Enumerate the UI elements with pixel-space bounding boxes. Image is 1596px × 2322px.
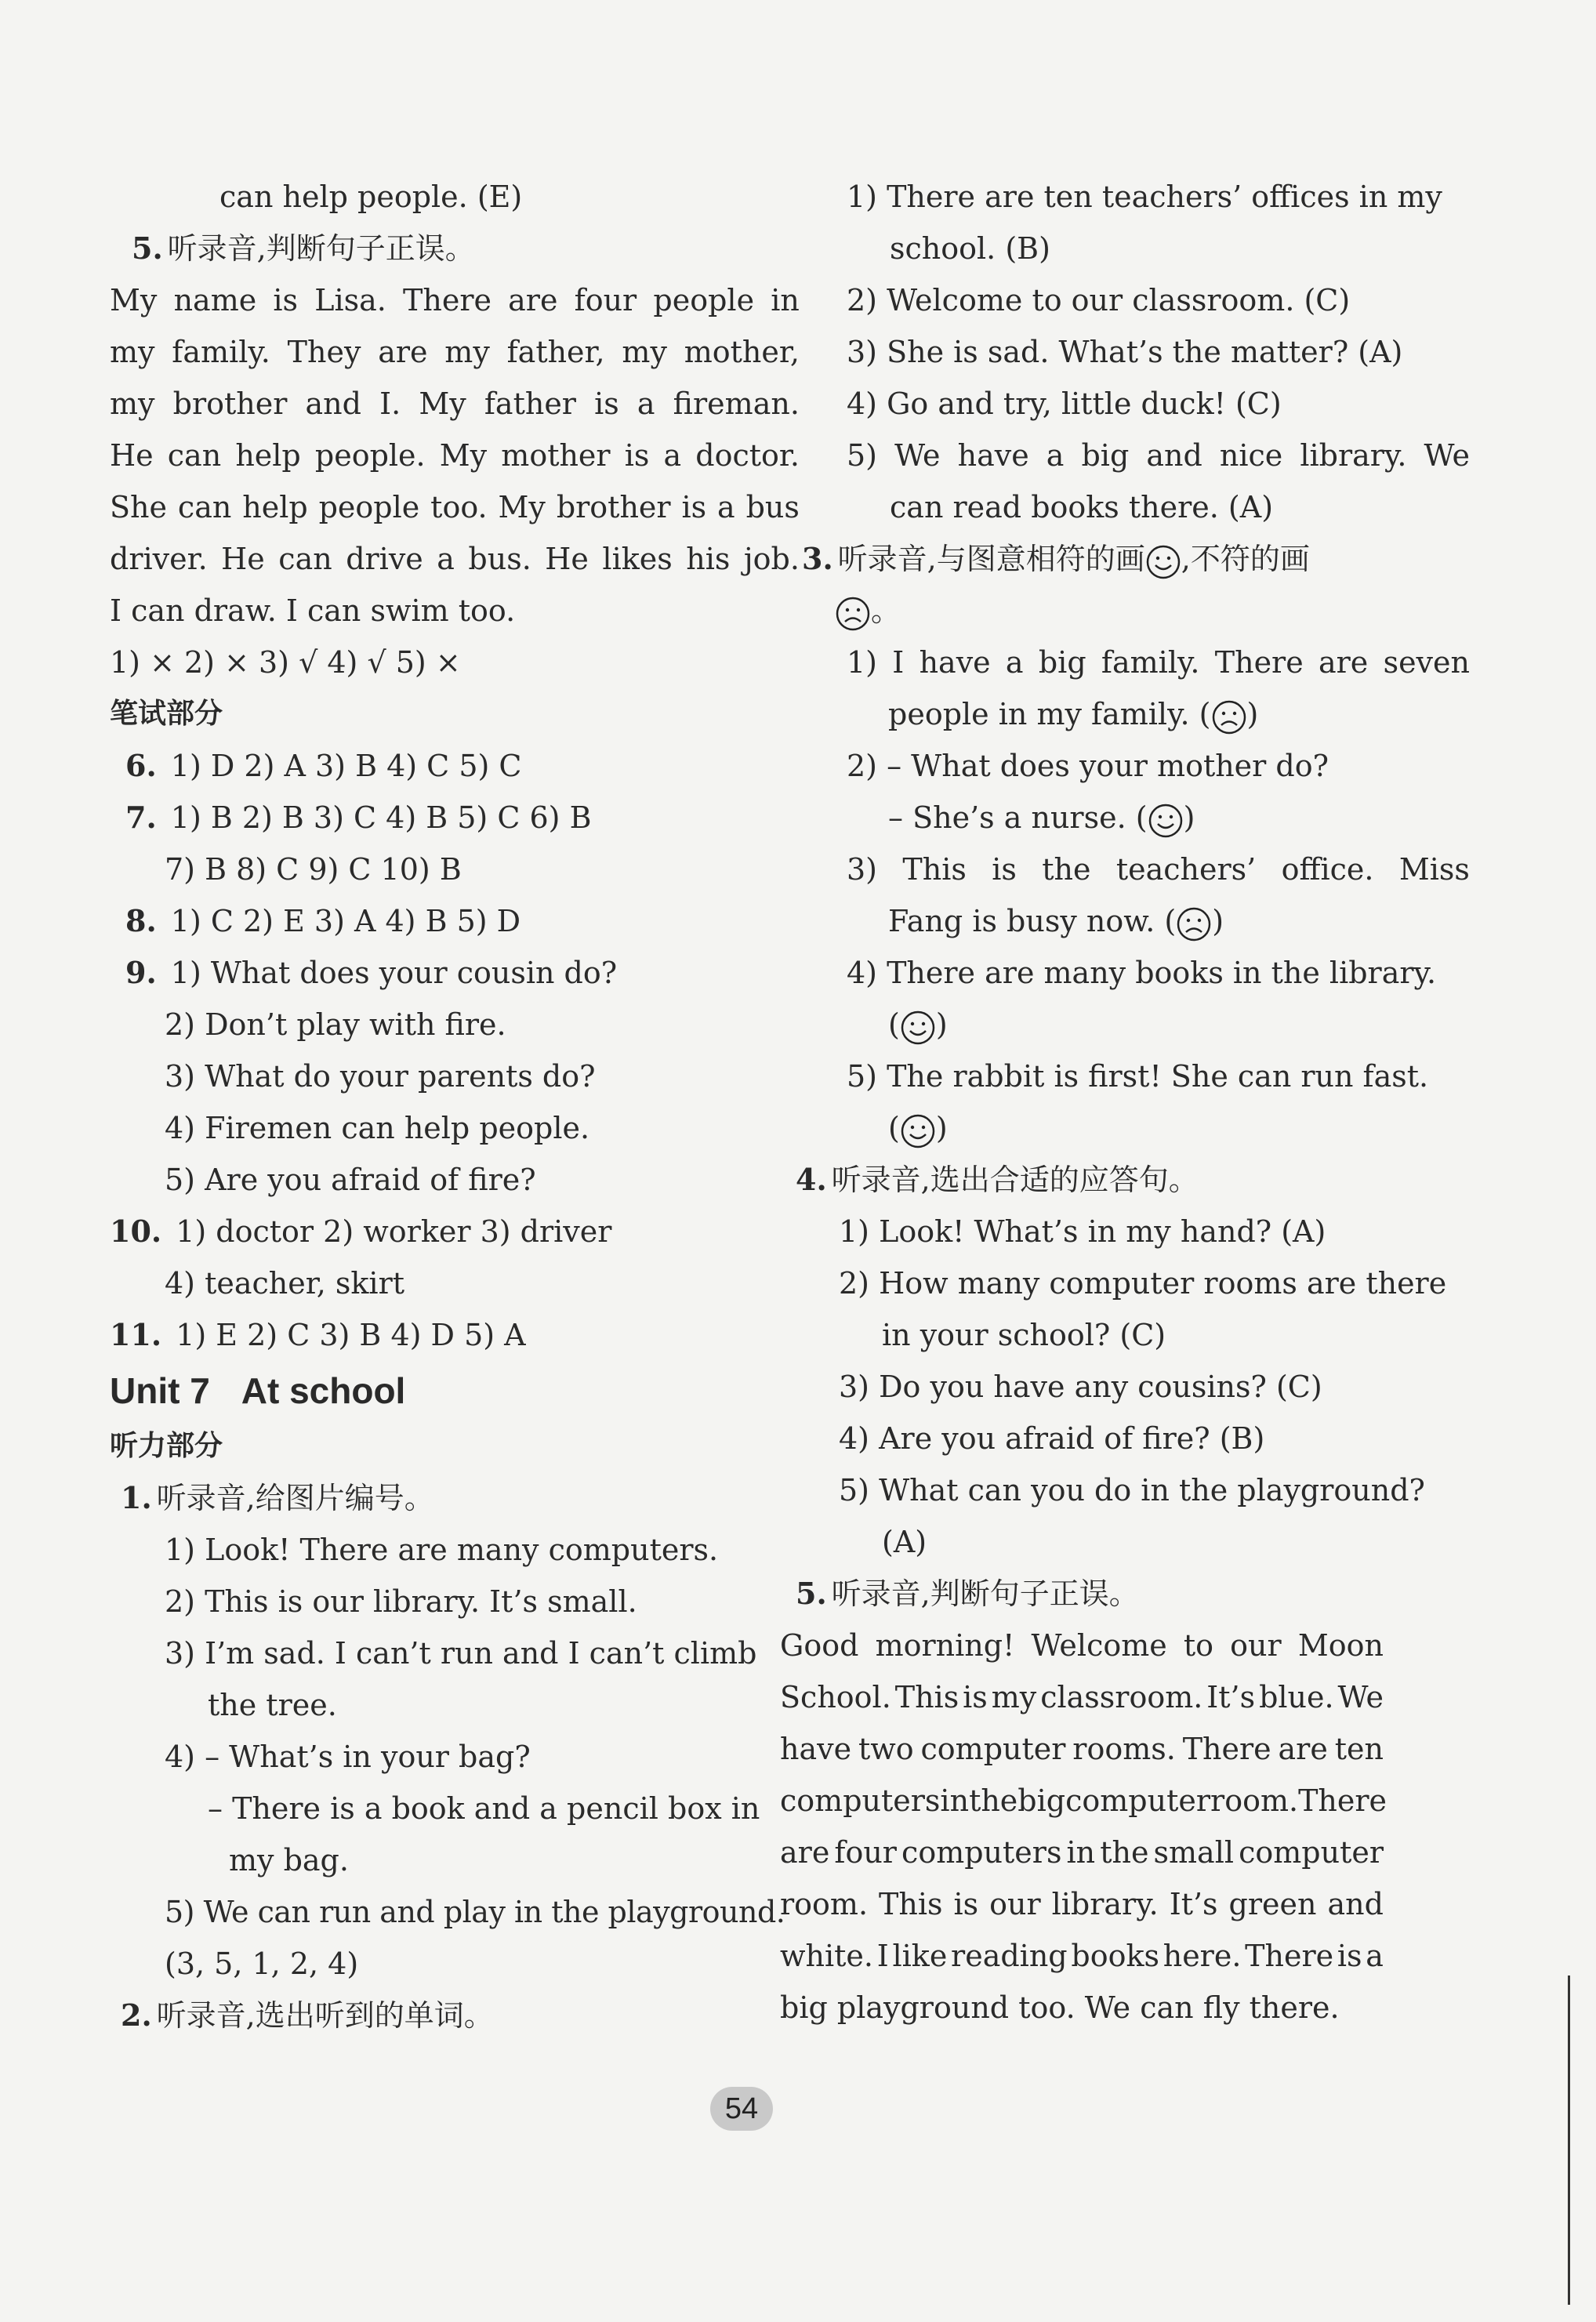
- question-8: 8. 1) C 2) E 3) A 4) B 5) D: [125, 903, 521, 938]
- answer-line: 4) Firemen can help people.: [165, 1111, 590, 1145]
- answer-line: 2) How many computer rooms are there: [839, 1266, 1447, 1301]
- word: are: [1278, 1732, 1328, 1766]
- word: reading: [951, 1939, 1068, 1973]
- word: my: [622, 335, 667, 369]
- word: There: [403, 283, 491, 317]
- answer-line: 5) Are you afraid of fire?: [165, 1163, 536, 1197]
- word: the: [1042, 852, 1091, 887]
- word: He: [221, 542, 265, 576]
- answer-line: 4) teacher, skirt: [165, 1266, 405, 1301]
- word: and: [305, 386, 361, 421]
- answer-line: 1) There are ten teachers’ offices in my: [847, 180, 1442, 214]
- answer-line: ( ): [780, 1102, 1470, 1154]
- word: his: [686, 542, 731, 576]
- word: driver.: [110, 542, 208, 576]
- word: my: [110, 335, 155, 369]
- word: is: [1337, 1939, 1362, 1973]
- word: library.: [1051, 1887, 1159, 1921]
- word: office.: [1281, 852, 1374, 887]
- word: computers: [901, 1835, 1062, 1870]
- passage-line: big playground too. We can fly there.: [780, 1990, 1340, 2025]
- word: have: [957, 438, 1029, 473]
- word: drive: [346, 542, 423, 576]
- answer-line: my bag.: [229, 1843, 349, 1878]
- edge-line: [1568, 1976, 1570, 2305]
- right-column: [780, 171, 1470, 2034]
- answer-line: 4) – What’s in your bag?: [165, 1740, 531, 1774]
- word: help: [235, 438, 301, 473]
- word: We: [894, 438, 941, 473]
- word: is: [273, 283, 299, 317]
- word: my: [991, 1680, 1037, 1714]
- answer-line: 5) The rabbit is first! She can run fast.: [847, 1059, 1429, 1094]
- word: books: [1071, 1939, 1159, 1973]
- question-10: 10. 1) doctor 2) worker 3) driver: [110, 1214, 612, 1249]
- word: There: [1245, 1939, 1334, 1973]
- word: people.: [314, 438, 426, 473]
- passage-line: [780, 1827, 1384, 1878]
- word: fireman.: [673, 386, 800, 421]
- word: bus.: [468, 542, 531, 576]
- answer-line: (3, 5, 1, 2, 4): [165, 1946, 359, 1981]
- word: white.: [780, 1939, 873, 1973]
- word: My: [419, 386, 466, 421]
- word: room.: [1210, 1783, 1299, 1818]
- word: This: [879, 1887, 943, 1921]
- word: a: [1366, 1939, 1384, 1973]
- word: mother,: [684, 335, 800, 369]
- word: is: [953, 1887, 979, 1921]
- passage-line: [780, 1723, 1384, 1775]
- word: teachers’: [1115, 852, 1257, 887]
- passage-line: [110, 533, 800, 585]
- word: blue.: [1259, 1680, 1334, 1714]
- word: like: [892, 1939, 948, 1973]
- word: My: [110, 283, 158, 317]
- passage-line: [780, 1671, 1384, 1723]
- passage-line: [110, 430, 800, 481]
- word: in: [1066, 1835, 1096, 1870]
- word: nice: [1219, 438, 1283, 473]
- word: We: [1424, 438, 1470, 473]
- word: likes: [602, 542, 673, 576]
- word: my: [110, 386, 155, 421]
- answer-line: Fang is busy now. ( ): [780, 895, 1470, 947]
- answer-line: in your school? (C): [882, 1318, 1166, 1352]
- answer-line: [780, 430, 1470, 481]
- word: family.: [1101, 645, 1200, 680]
- word: job.: [743, 542, 800, 576]
- word: small: [1153, 1835, 1235, 1870]
- passage-line: [110, 481, 800, 533]
- question-2-heading: 2. 听录音,选出听到的单词。: [121, 1997, 494, 2033]
- word: rooms.: [1072, 1732, 1176, 1766]
- answer-line: 5) What can you do in the playground?: [839, 1473, 1425, 1507]
- passage-line: [780, 1620, 1384, 1671]
- question-1-heading: 1. 听录音,给图片编号。: [121, 1480, 434, 1515]
- word: This: [894, 1680, 959, 1714]
- word: two: [858, 1732, 914, 1766]
- word: big: [1017, 1783, 1066, 1818]
- word: in: [771, 283, 800, 317]
- word: here.: [1163, 1939, 1242, 1973]
- word: Lisa.: [314, 283, 386, 317]
- word: It’s: [1169, 1887, 1218, 1921]
- word: are: [1318, 645, 1369, 680]
- word: and: [1327, 1887, 1384, 1921]
- word: ten: [1334, 1732, 1384, 1766]
- smiley-face-icon: [1145, 544, 1181, 580]
- word: My: [439, 438, 488, 473]
- smiley-face-icon: [1148, 803, 1184, 839]
- word: brother: [556, 490, 671, 524]
- word: father: [484, 386, 576, 421]
- passage-line: [110, 274, 800, 326]
- answer-line: people in my family. ( ): [780, 688, 1470, 740]
- word: four: [574, 283, 637, 317]
- sad-face-icon: [835, 596, 871, 632]
- word: Moon: [1297, 1628, 1384, 1663]
- word: computer: [920, 1732, 1066, 1766]
- smiley-face-icon: [900, 1010, 936, 1046]
- word: library.: [1300, 438, 1407, 473]
- answer-line: 1) Look! There are many computers.: [165, 1533, 719, 1567]
- question-11: 11. 1) E 2) C 3) B 4) D 5) A: [110, 1317, 526, 1352]
- sad-face-icon: [1211, 699, 1247, 735]
- word: big: [1038, 645, 1086, 680]
- answer-line: 4) There are many books in the library.: [847, 956, 1437, 990]
- word: is: [681, 490, 707, 524]
- question-6: 6. 1) D 2) A 3) B 4) C 5) C: [125, 748, 522, 783]
- word: I: [876, 1939, 889, 1973]
- word: to: [1183, 1628, 1214, 1663]
- word: My: [498, 490, 546, 524]
- passage-line: [780, 1930, 1384, 1982]
- left-column: [110, 171, 800, 2041]
- passage-line: [780, 1878, 1384, 1930]
- unit-title: Unit 7 At school: [110, 1370, 406, 1411]
- word: is: [963, 1680, 988, 1714]
- word: 5): [847, 438, 878, 473]
- word: a: [663, 438, 682, 473]
- answer-line: – She’s a nurse. ( ): [780, 792, 1470, 844]
- answer-line: 2) Welcome to our classroom. (C): [847, 283, 1351, 317]
- smiley-face-icon: [900, 1113, 936, 1149]
- section-listening: 听力部分: [110, 1430, 223, 1462]
- word: 1): [847, 645, 878, 680]
- word: He: [545, 542, 589, 576]
- question-5-heading: 5. 听录音,判断句子正误。: [796, 1576, 1139, 1611]
- answer-line: school. (B): [890, 231, 1050, 266]
- answer-line: 3) I’m sad. I can’t run and I can’t climb: [165, 1636, 757, 1671]
- word: Good: [780, 1628, 859, 1663]
- question-3-heading: 3. 听录音,与图意相符的画 ,不符的画: [780, 533, 1470, 585]
- page-number: 54: [710, 2087, 773, 2131]
- answer-line: 2) This is our library. It’s small.: [165, 1584, 637, 1619]
- word: is: [992, 852, 1017, 887]
- word: father,: [506, 335, 605, 369]
- word: There: [1182, 1732, 1271, 1766]
- word: the: [969, 1783, 1018, 1818]
- question-5-heading: 5. 听录音,判断句子正误。: [132, 230, 475, 266]
- passage-line: [110, 326, 800, 378]
- word: are: [378, 335, 428, 369]
- word: our: [1230, 1628, 1282, 1663]
- word: four: [834, 1835, 897, 1870]
- question-3-heading-cont: 。: [780, 585, 1470, 637]
- word: can: [278, 542, 332, 576]
- section-written: 笔试部分: [110, 698, 223, 730]
- answer-line: 2) – What does your mother do?: [847, 749, 1329, 783]
- question-9: 9. 1) What does your cousin do?: [125, 955, 618, 990]
- word: I: [892, 645, 905, 680]
- text-line: can help people. (E): [219, 180, 523, 214]
- word: brother: [172, 386, 288, 421]
- word: help: [242, 490, 308, 524]
- word: bus: [745, 490, 800, 524]
- sad-face-icon: [1176, 906, 1212, 942]
- word: have: [919, 645, 991, 680]
- word: 3): [847, 852, 878, 887]
- passage-line: [780, 1775, 1387, 1827]
- word: Welcome: [1031, 1628, 1167, 1663]
- word: It’s: [1206, 1680, 1256, 1714]
- word: There: [1214, 645, 1304, 680]
- word: They: [287, 335, 361, 369]
- word: a: [637, 386, 655, 421]
- word: He: [110, 438, 154, 473]
- answer-line: (A): [882, 1525, 927, 1559]
- word: I.: [379, 386, 401, 421]
- word: and: [1146, 438, 1202, 473]
- word: big: [1081, 438, 1130, 473]
- passage-line: I can draw. I can swim too.: [110, 593, 516, 628]
- answer-line: 4) Are you afraid of fire? (B): [839, 1421, 1265, 1456]
- word: seven: [1383, 645, 1470, 680]
- word: computers: [780, 1783, 941, 1818]
- word: She: [110, 490, 167, 524]
- word: are: [780, 1835, 830, 1870]
- answer-line: [780, 637, 1470, 688]
- answer-line: 3) What do your parents do?: [165, 1059, 596, 1094]
- word: have: [780, 1732, 852, 1766]
- word: can: [177, 490, 232, 524]
- word: people: [318, 490, 420, 524]
- word: is: [624, 438, 650, 473]
- word: room.: [780, 1887, 869, 1921]
- word: green: [1228, 1887, 1317, 1921]
- question-7: 7. 1) B 2) B 3) C 4) B 5) C 6) B: [125, 800, 592, 835]
- word: Miss: [1398, 852, 1470, 887]
- word: family.: [172, 335, 270, 369]
- word: a: [437, 542, 455, 576]
- word: can: [167, 438, 222, 473]
- answer-line: 4) Go and try, little duck! (C): [847, 386, 1282, 421]
- word: a: [1005, 645, 1024, 680]
- answer-line: 5) We can run and play in the playground.: [165, 1895, 785, 1929]
- word: computer: [1065, 1783, 1211, 1818]
- answer-line: – There is a book and a pencil box in: [208, 1791, 760, 1826]
- word: are: [508, 283, 558, 317]
- word: classroom.: [1040, 1680, 1203, 1714]
- word: computer: [1239, 1835, 1384, 1870]
- question-7-cont: 7) B 8) C 9) C 10) B: [165, 852, 462, 887]
- passage-line: [110, 378, 800, 430]
- question-4-heading: 4. 听录音,选出合适的应答句。: [796, 1162, 1199, 1197]
- word: people: [653, 283, 755, 317]
- word: the: [1100, 1835, 1149, 1870]
- word: We: [1337, 1680, 1384, 1714]
- answer-line: can read books there. (A): [890, 490, 1274, 524]
- word: a: [717, 490, 735, 524]
- word: mother: [501, 438, 611, 473]
- answer-line: 3) Do you have any cousins? (C): [839, 1370, 1322, 1404]
- answer-line: ( ): [780, 999, 1470, 1050]
- word: doctor.: [695, 438, 800, 473]
- word: in: [940, 1783, 970, 1818]
- word: my: [444, 335, 490, 369]
- word: name: [173, 283, 257, 317]
- answer-line: 1) × 2) × 3) √ 4) √ 5) ×: [110, 645, 461, 680]
- word: a: [1046, 438, 1065, 473]
- word: morning!: [875, 1628, 1015, 1663]
- answer-line: 3) She is sad. What’s the matter? (A): [847, 335, 1403, 369]
- word: too.: [430, 490, 488, 524]
- word: This: [902, 852, 967, 887]
- word: School.: [780, 1680, 891, 1714]
- answer-line: 1) Look! What’s in my hand? (A): [839, 1214, 1326, 1249]
- answer-line: the tree.: [208, 1688, 337, 1722]
- answer-line: [780, 844, 1470, 895]
- answer-line: 2) Don’t play with fire.: [165, 1007, 506, 1042]
- word: is: [594, 386, 619, 421]
- word: our: [989, 1887, 1041, 1921]
- word: There: [1298, 1783, 1387, 1818]
